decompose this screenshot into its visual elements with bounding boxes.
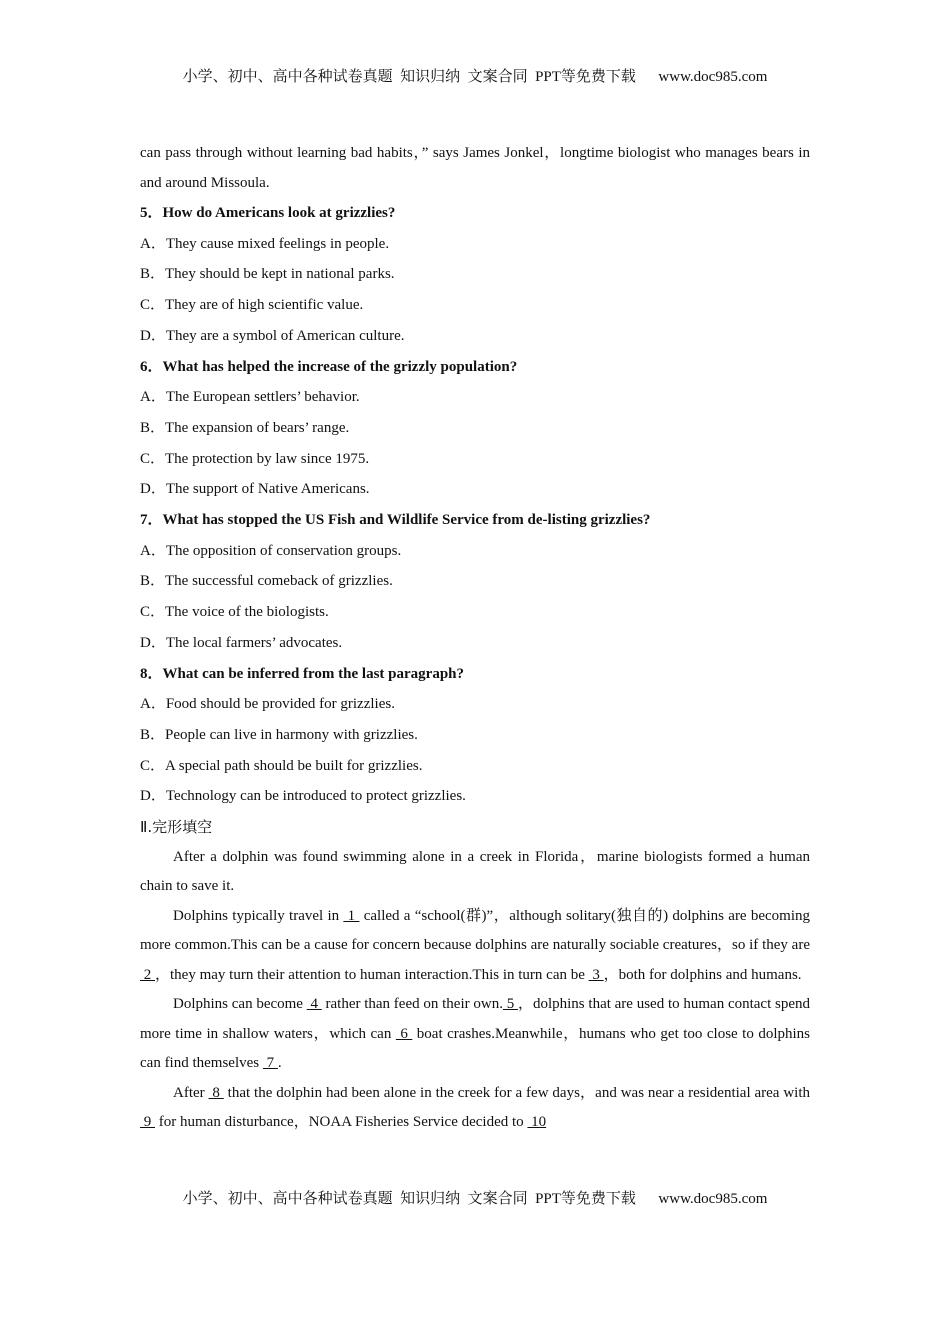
text: After (173, 1084, 209, 1101)
cloze-paragraph-1: After a dolphin was found swimming alone in a creek in Florida，marine biologists formed a human chain to save it. (140, 848, 810, 895)
blank-4: 4 (306, 996, 322, 1013)
question-5 (140, 198, 810, 352)
blank-7: 7 (262, 1055, 278, 1072)
page-content (140, 139, 810, 1138)
question-stem: 7．What has stopped the US Fish and Wildlife Service from de-listing grizzlies? (140, 512, 651, 529)
option-b: B．People can live in harmony with grizzlies. (140, 726, 418, 743)
blank-2: 2 (140, 966, 155, 983)
option-a: A．The opposition of conservation groups. (140, 542, 402, 559)
option-d: D．Technology can be introduced to protect grizzlies. (140, 788, 466, 805)
text: called a “school(群)”，although solitary(独自的) dolphins are becoming more common.This can be a cause for concern because dolphins are naturally sociable creatures，so if they are (140, 907, 811, 954)
cloze-paragraph-2 (140, 902, 810, 991)
text: ，both for dolphins and humans. (603, 966, 802, 983)
page-header: 小学、初中、高中各种试卷真题 知识归纳 文案合同 PPT等免费下载 www.doc985.com (182, 69, 768, 85)
option-b: B．The successful comeback of grizzlies. (140, 573, 393, 590)
option-d: D．The local farmers’ advocates. (140, 634, 343, 651)
option-c: C．The protection by law since 1975. (140, 450, 370, 467)
cloze-paragraph-4 (140, 1079, 810, 1138)
option-a: A．Food should be provided for grizzlies. (140, 696, 395, 713)
option-b: B．The expansion of bears’ range. (140, 419, 350, 436)
option-d: D．The support of Native Americans. (140, 481, 370, 498)
question-stem: 8．What can be inferred from the last paragraph? (140, 665, 465, 682)
blank-1: 1 (343, 907, 360, 924)
section-title: Ⅱ.完形填空 (140, 818, 213, 837)
blank-6: 6 (395, 1025, 413, 1042)
option-b: B．They should be kept in national parks. (140, 266, 395, 283)
page-footer: 小学、初中、高中各种试卷真题 知识归纳 文案合同 PPT等免费下载 www.doc985.com (182, 1191, 768, 1207)
question-8 (140, 659, 810, 813)
option-a: A．They cause mixed feelings in people. (140, 235, 390, 252)
blank-3: 3 (588, 966, 604, 983)
question-6 (140, 352, 810, 506)
option-c: C．The voice of the biologists. (140, 604, 329, 621)
option-d: D．They are a symbol of American culture. (140, 327, 405, 344)
option-c: C．A special path should be built for grizzlies. (140, 757, 423, 774)
text: rather than feed on their own. (321, 996, 503, 1013)
cloze-paragraph-3 (140, 990, 810, 1079)
text: that the dolphin had been alone in the creek for a few days，and was near a residential area with (223, 1084, 811, 1101)
text: boat crashes.Meanwhile，humans who get too close to dolphins can find themselves (140, 1025, 811, 1072)
option-a: A．The European settlers’ behavior. (140, 389, 360, 406)
question-stem: 5．How do Americans look at grizzlies? (140, 205, 396, 221)
option-c: C．They are of high scientific value. (140, 297, 364, 314)
blank-8: 8 (208, 1084, 224, 1101)
text: Dolphins can become (173, 996, 307, 1013)
blank-10: 10 (527, 1114, 547, 1131)
question-stem: 6．What has helped the increase of the grizzly population? (140, 358, 518, 375)
text: ，dolphins that are used to human contact spend more time in shallow waters，which can (140, 996, 811, 1042)
blank-5: 5 (502, 996, 518, 1013)
text: for human disturbance，NOAA Fisheries Service decided to (155, 1114, 528, 1131)
question-7 (140, 505, 810, 659)
text: Dolphins typically travel in (173, 907, 344, 924)
text: . (277, 1055, 282, 1072)
continued-paragraph: can pass through without learning bad habits，” says James Jonkel，longtime biologist who manages bears in and around Missoula. (140, 145, 810, 191)
text: ，they may turn their attention to human interaction.This in turn can be (155, 966, 589, 983)
blank-9: 9 (140, 1114, 155, 1131)
